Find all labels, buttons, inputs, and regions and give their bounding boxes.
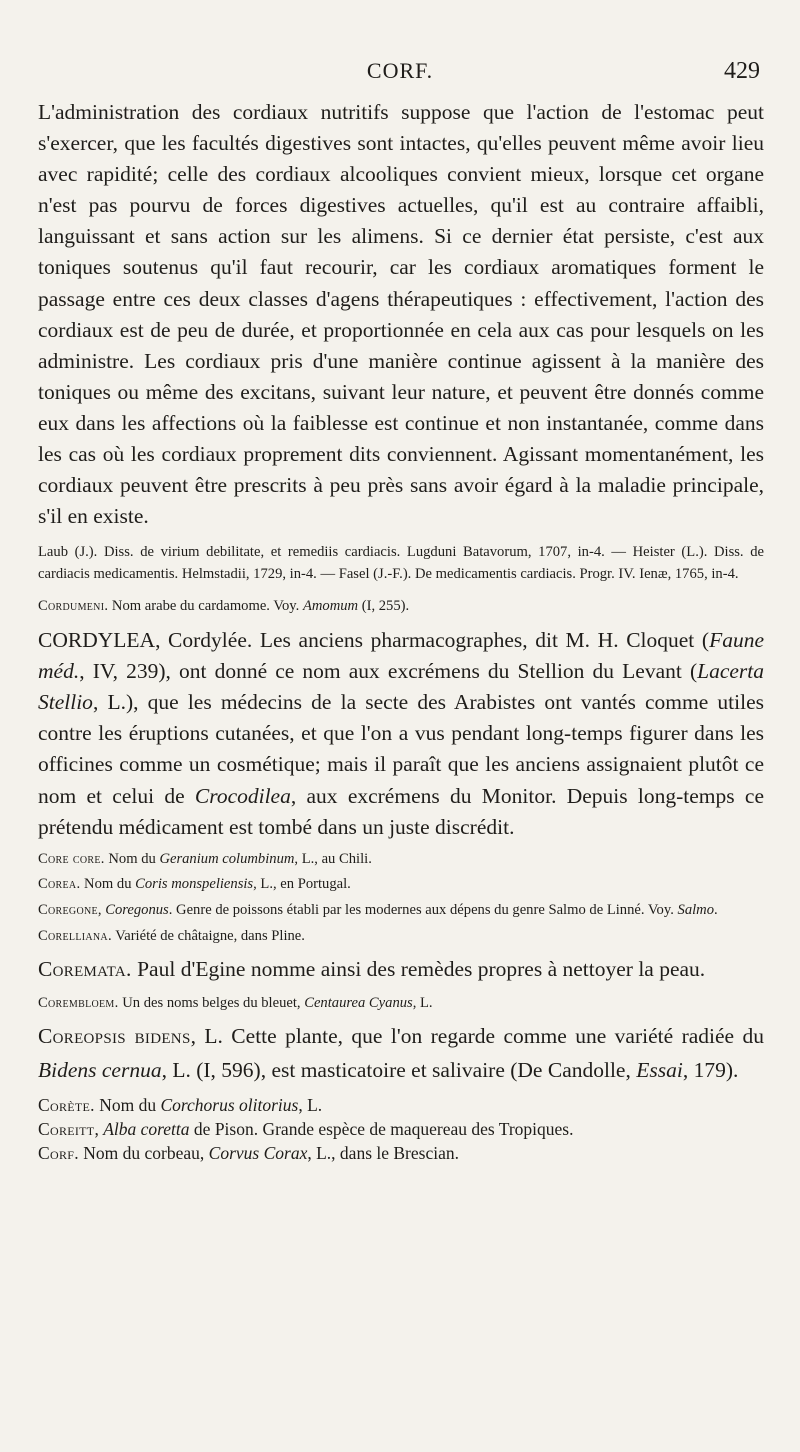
entry-headword: Coreitt [38,1119,95,1140]
entry-cordylea [38,625,764,843]
page-header [0,58,800,92]
entry-corea [38,874,764,896]
bibliography-text: Laub (J.). Diss. de virium debilitate, et remediis cardiacis. Lugduni Batavorum, 1707, in-4. — Heister (L.). Diss. de cardiacis medicamentis. Helmstadii, 1729, in-4. — Fasel (J.-F.). De medicamentis cardiacis. Progr. IV. Ienæ, 1765, in-4. [38,544,764,582]
entry-headword: CORDYLEA [38,628,156,653]
cross-reference: Amomum [302,597,359,614]
running-head: CORF. [366,58,434,83]
entry-text: , IV, 239), ont donné ce nom aux excrémens du Stellion du Levant ( [79,659,698,684]
entry-text: de Pison. Grande espèce de maquereau des Tropiques. [189,1119,574,1140]
entry-headword: Corf. [38,1143,79,1164]
species-name: Corchorus olitorius [160,1095,299,1116]
entry-text: Nom du [104,850,160,867]
species-name: Corvus Corax [208,1143,308,1164]
entry-headword: Corembloem. [38,994,119,1011]
entry-text: , L., au Chili. [294,850,372,867]
cross-reference: Salmo [677,901,714,918]
page-body [38,97,764,1165]
entry-text: (I, 255). [358,597,410,614]
species-name: Lacerta Stellio [38,659,764,715]
entry-coremata [38,953,764,987]
entry-corf [38,1141,764,1165]
entry-coreopsis [38,1020,764,1087]
entry-headword: Coregone [38,901,98,918]
entry-text: Nom du [80,876,136,893]
cross-reference: Essai [636,1057,683,1082]
entry-corembloem [38,993,764,1015]
entry-text: , L.), que les médecins de la secte des Arabistes ont vantés comme utiles contre les éruptions cutanées, et que l'on a vus pendant long-temps figurer dans les officines comme un cosmétique; mais il paraît que les anciens assignaient plutôt ce nom et celui de [38,690,764,808]
species-name: Crocodilea [194,783,291,808]
entry-text: Nom arabe du cardamome. Voy. [108,597,303,614]
entry-text: Un des noms belges du bleuet, [118,994,305,1011]
entry-coregone [38,900,764,922]
entry-text: Paul d'Egine nomme ainsi des remèdes propres à nettoyer la peau. [131,957,706,982]
species-name: Geranium columbinum [159,850,295,867]
entry-text: , aux excrémens du Monitor. Depuis long-temps ce prétendu médicament est tombé dans un juste discrédit. [38,783,764,839]
entry-text: , L. [412,994,433,1011]
entry-corelliana [38,926,764,948]
entry-text: . [714,901,718,918]
entry-headword: Corelliana. [38,927,112,944]
species-name: Bidens cernua [38,1057,162,1082]
species-name: Centaurea Cyanus [304,994,413,1011]
entry-coreitt [38,1117,764,1141]
page-number: 429 [724,58,760,84]
entry-text: Nom du corbeau, [78,1143,209,1164]
species-name: Coris monspeliensis [135,876,254,893]
entry-cordumeni [38,596,764,618]
species-name: Coregonus [105,901,169,918]
entry-headword: Coremata. [38,957,132,982]
entry-headword: Cordumeni. [38,597,109,614]
entry-text: , Cordylée. Les anciens pharmacographes, dit M. H. Cloquet ( [155,628,710,653]
bibliography [38,542,764,585]
entry-text: Variété de châtaigne, dans Pline. [111,927,305,944]
entry-text: , L. Cette plante, que l'on regarde comme une variété radiée du [190,1024,764,1049]
entry-text: , L., dans le Brescian. [307,1143,459,1164]
entry-headword: Core core. [38,850,105,867]
entry-text: Nom du [94,1095,161,1116]
entry-corete [38,1093,764,1117]
entry-text: . Genre de poissons établi par les modernes aux dépens du genre Salmo de Linné. Voy. [168,901,678,918]
species-name: Alba coretta [103,1119,190,1140]
entry-headword: Corea. [38,876,81,893]
cordiaux-paragraph: L'administration des cordiaux nutritifs suppose que l'action de l'estomac peut s'exercer, que les facultés digestives sont intactes, qu'elles peuvent même avoir lieu avec rapidité; celle des cordiaux alcooliques convient mieux, lorsque cet organe n'est pas pourvu de forces digestives actuelles, qu'il est au contraire affaibli, languissant et sans action sur les alimens. Si ce dernier état persiste, c'est aux toniques soutenus qu'il faut recourir, car les cordiaux aromatiques forment le passage entre ces deux classes d'agens thérapeutiques : effectivement, l'action des cordiaux est de peu de durée, et proportionnée en cela aux cas pour lesquels on les administre. Les cordiaux pris d'une manière continue agissent à la manière des toniques ou même des excitans, suivant leur nature, et peuvent être donnés comme eux dans les affections où la faiblesse est continue et non instantanée, comme dans les cas où les cordiaux proprement dits conviennent. Agissant momentanément, les cordiaux peuvent être prescrits à peu près sans avoir égard à la maladie principale, s'il en existe. [38,100,764,529]
entry-text: , 179). [682,1057,739,1082]
entry-headword: Coreopsis bidens [38,1024,191,1049]
entry-text: , L., en Portugal. [253,876,351,893]
entry-text: , [94,1119,104,1140]
entry-core-core [38,849,764,871]
cross-reference: Faune méd. [38,628,764,684]
entry-headword: Corète. [38,1095,95,1116]
entry-text: , L. (I, 596), est masticatoire et salivaire (De Candolle, [161,1057,637,1082]
entry-text: , [97,901,106,918]
entry-text: , L. [298,1095,323,1116]
